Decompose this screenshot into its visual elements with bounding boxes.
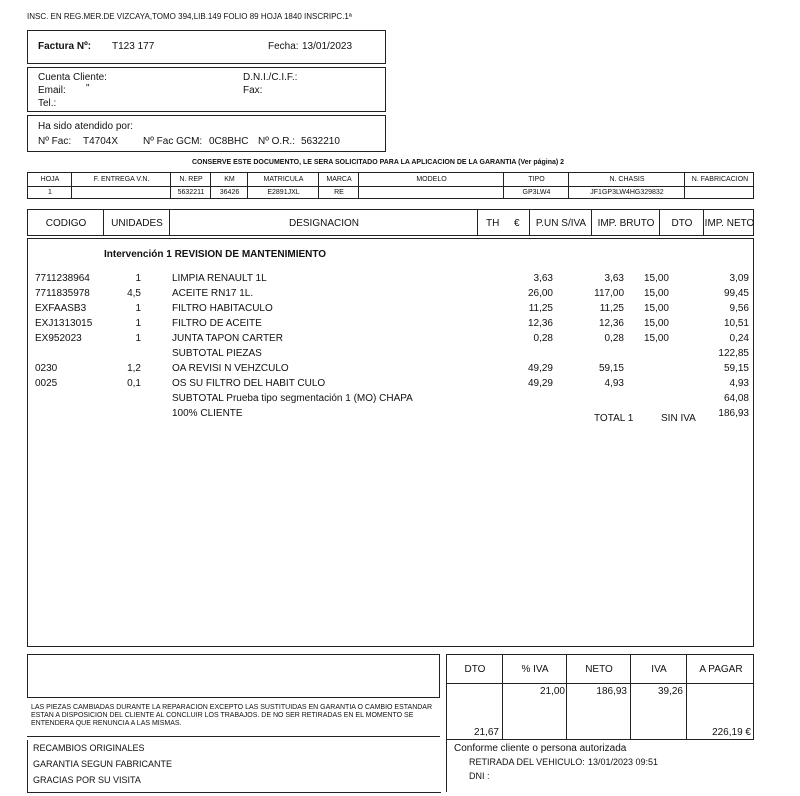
line-description: LIMPIA RENAULT 1L (172, 273, 267, 284)
line-code: EXFAASB3 (35, 303, 87, 314)
line-row (28, 378, 753, 391)
line-gross: 117,00 (594, 288, 624, 299)
line-code: 0025 (35, 378, 58, 389)
col-bruto: IMP. BRUTO (597, 218, 655, 229)
vehicle-header-matricula: MATRICULA (263, 176, 304, 183)
email-label: Email: (38, 85, 66, 96)
line-units: 1 (135, 273, 141, 284)
line-net: 99,45 (723, 288, 749, 299)
footer-garantia: GARANTIA SEGUN FABRICANTE (33, 759, 173, 769)
summary-header-apagar: A PAGAR (699, 664, 743, 675)
line-units: 0,1 (127, 378, 141, 389)
line-gross: 12,36 (598, 318, 624, 329)
items-body (27, 238, 754, 647)
col-unidades: UNIDADES (111, 218, 163, 229)
line-description: 100% CLIENTE (172, 408, 243, 419)
invoice-date: 13/01/2023 (302, 41, 353, 52)
disclaimer: LAS PIEZAS CAMBIADAS DURANTE LA REPARACION EXCEPTO LAS SUSTITUIDAS EN GARANTIA O CAMBIO ESTANDAR ESTAN A DISPOSICION DEL CLIENTE AL CONCLUIR LOS TRABAJOS. DE NO SER RETIRADAS EN EL MOMENTO SE ENTENDERA QUE RENUNCIA A LAS MISMAS. (31, 704, 433, 727)
line-discount: 15,00 (643, 318, 669, 329)
line-row (28, 318, 753, 331)
vehicle-header-chasis: N. CHASIS (609, 176, 645, 183)
line-unit-price: 12,36 (527, 318, 553, 329)
line-net: 9,56 (729, 303, 749, 314)
line-description: SUBTOTAL PIEZAS (172, 348, 262, 359)
line-discount: 15,00 (643, 273, 669, 284)
footer-gracias: GRACIAS POR SU VISITA (33, 775, 141, 785)
invoice-header-box (27, 30, 386, 64)
or-label: Nº O.R.: (258, 136, 295, 147)
invoice-number: T123 177 (112, 41, 155, 52)
vehicle-marca: RE (334, 189, 344, 196)
summary-a-pagar: 226,19 € (712, 727, 751, 738)
vehicle-header-entrega: F. ENTREGA V.N. (93, 176, 150, 183)
line-description: SUBTOTAL Prueba tipo segmentación 1 (MO) CHAPA (172, 393, 413, 404)
line-gross: 4,93 (604, 378, 624, 389)
line-gross: 3,63 (604, 273, 624, 284)
col-neto: IMP. NETO (704, 218, 755, 229)
fax-label: Fax: (243, 85, 263, 96)
line-code: EX952023 (35, 333, 82, 344)
line-units: 4,5 (127, 288, 141, 299)
line-unit-price: 49,29 (527, 378, 553, 389)
vehicle-km: 36426 (219, 189, 240, 196)
line-gross: 59,15 (598, 363, 624, 374)
vehicle-matricula: E2891JXL (267, 189, 300, 196)
sin-iva-label: SIN IVA (661, 413, 696, 424)
line-row (28, 288, 753, 301)
line-description: FILTRO DE ACEITE (172, 318, 262, 329)
line-units: 1,2 (127, 363, 141, 374)
line-discount: 15,00 (643, 288, 669, 299)
invoice-number-label: Factura Nº: (38, 41, 92, 52)
dni-label: D.N.I./C.I.F.: (243, 72, 298, 83)
vehicle-tipo: GP3LW4 (522, 189, 551, 196)
vehicle-header-fabricacion: N. FABRICACION (691, 176, 749, 183)
footer-right (446, 740, 755, 792)
totals-box (446, 654, 754, 740)
vehicle-header-marca: MARCA (326, 176, 352, 183)
nfac-value: T4704X (83, 136, 119, 147)
attended-box (27, 115, 386, 152)
summary-header-iva: IVA (651, 664, 667, 675)
col-pun: P.UN S/IVA (535, 218, 587, 229)
line-code: 7711238964 (35, 273, 90, 284)
vehicle-table (27, 172, 754, 199)
line-row (28, 408, 753, 421)
registry-line: INSC. EN REG.MER.DE VIZCAYA,TOMO 394,LIB.149 FOLIO 89 HOJA 1840 INSCRIPC.1ª (27, 12, 352, 21)
line-net: 10,51 (723, 318, 749, 329)
line-code: 0230 (35, 363, 58, 374)
gcm-label: Nº Fac GCM: (143, 136, 203, 147)
vehicle-hoja: 1 (48, 189, 52, 196)
col-codigo: CODIGO (45, 218, 87, 229)
line-row (28, 393, 753, 406)
nfac-label: Nº Fac: (38, 136, 72, 147)
line-description: OA REVISI N VEHZCULO (172, 363, 289, 374)
line-gross: 11,25 (599, 303, 624, 314)
conforme-label: Conforme cliente o persona autorizada (454, 743, 627, 754)
gcm-value: 0C8BHC (209, 136, 249, 147)
line-gross: 0,28 (604, 333, 624, 344)
notes-box (27, 654, 440, 698)
col-currency: € (514, 218, 520, 229)
or-value: 5632210 (301, 136, 340, 147)
line-units: 1 (135, 333, 141, 344)
dni-signature-label: DNI : (469, 771, 490, 781)
line-discount: 15,00 (643, 303, 669, 314)
line-net: 186,93 (718, 408, 749, 419)
line-discount: 15,00 (643, 333, 669, 344)
line-description: FILTRO HABITACULO (172, 303, 273, 314)
col-dto: DTO (671, 218, 693, 229)
line-code: 7711835978 (35, 288, 90, 299)
summary-header-neto: NETO (585, 664, 613, 675)
summary-header-dto: DTO (464, 664, 486, 675)
footer-left (27, 740, 441, 793)
line-code: EXJ1313015 (35, 318, 93, 329)
summary-neto: 186,93 (596, 686, 627, 697)
retirada-value: 13/01/2023 09:51 (588, 757, 659, 767)
account-label: Cuenta Cliente: (38, 72, 107, 83)
intervention-title: Intervención 1 REVISION DE MANTENIMIENTO (104, 249, 327, 260)
line-net: 64,08 (723, 393, 749, 404)
line-net: 0,24 (729, 333, 749, 344)
summary-dto-total: 21,67 (473, 727, 499, 738)
vehicle-header-km: KM (224, 176, 235, 183)
line-unit-price: 0,28 (533, 333, 553, 344)
line-units: 1 (135, 318, 141, 329)
line-unit-price: 11,25 (528, 303, 553, 314)
line-unit-price: 3,63 (533, 273, 553, 284)
retirada-label: RETIRADA DEL VEHICULO: (469, 757, 585, 767)
total-label: TOTAL 1 (594, 413, 634, 424)
client-box (27, 67, 386, 112)
line-row (28, 363, 753, 376)
line-description: ACEITE RN17 1L. (172, 288, 254, 299)
vehicle-header-modelo: MODELO (416, 176, 447, 183)
line-net: 122,85 (718, 348, 749, 359)
line-description: JUNTA TAPON CARTER (172, 333, 283, 344)
line-row (28, 273, 753, 286)
line-row (28, 333, 753, 346)
vehicle-header-tipo: TIPO (528, 176, 545, 183)
vehicle-nrep: 5632211 (177, 189, 205, 196)
line-row (28, 348, 753, 361)
attended-label: Ha sido atendido por: (38, 121, 134, 132)
summary-iva-pct: 21,00 (539, 686, 565, 697)
line-unit-price: 49,29 (527, 363, 553, 374)
line-units: 1 (135, 303, 141, 314)
line-net: 59,15 (723, 363, 749, 374)
line-unit-price: 26,00 (527, 288, 553, 299)
phone-label: Tel.: (38, 98, 57, 109)
line-net: 3,09 (729, 273, 749, 284)
items-header (27, 209, 754, 236)
email-value: " (86, 83, 90, 94)
line-description: OS SU FILTRO DEL HABIT CULO (172, 378, 326, 389)
line-net: 4,93 (729, 378, 749, 389)
line-row (28, 303, 753, 316)
footer-recambios: RECAMBIOS ORIGINALES (33, 743, 145, 753)
col-designacion: DESIGNACION (288, 218, 359, 229)
col-th: TH (486, 218, 500, 229)
vehicle-chasis: JF1GP3LW4HG329832 (590, 189, 664, 196)
summary-header-iva-pct: % IVA (521, 664, 549, 675)
vehicle-header-hoja: HOJA (40, 176, 60, 183)
summary-iva: 39,26 (657, 686, 683, 697)
warranty-note: CONSERVE ESTE DOCUMENTO, LE SERA SOLICITADO PARA LA APLICACION DE LA GARANTIA (Ver página) 2 (192, 159, 565, 166)
invoice-date-label: Fecha: (268, 41, 299, 52)
vehicle-header-nrep: N. REP (179, 176, 203, 183)
